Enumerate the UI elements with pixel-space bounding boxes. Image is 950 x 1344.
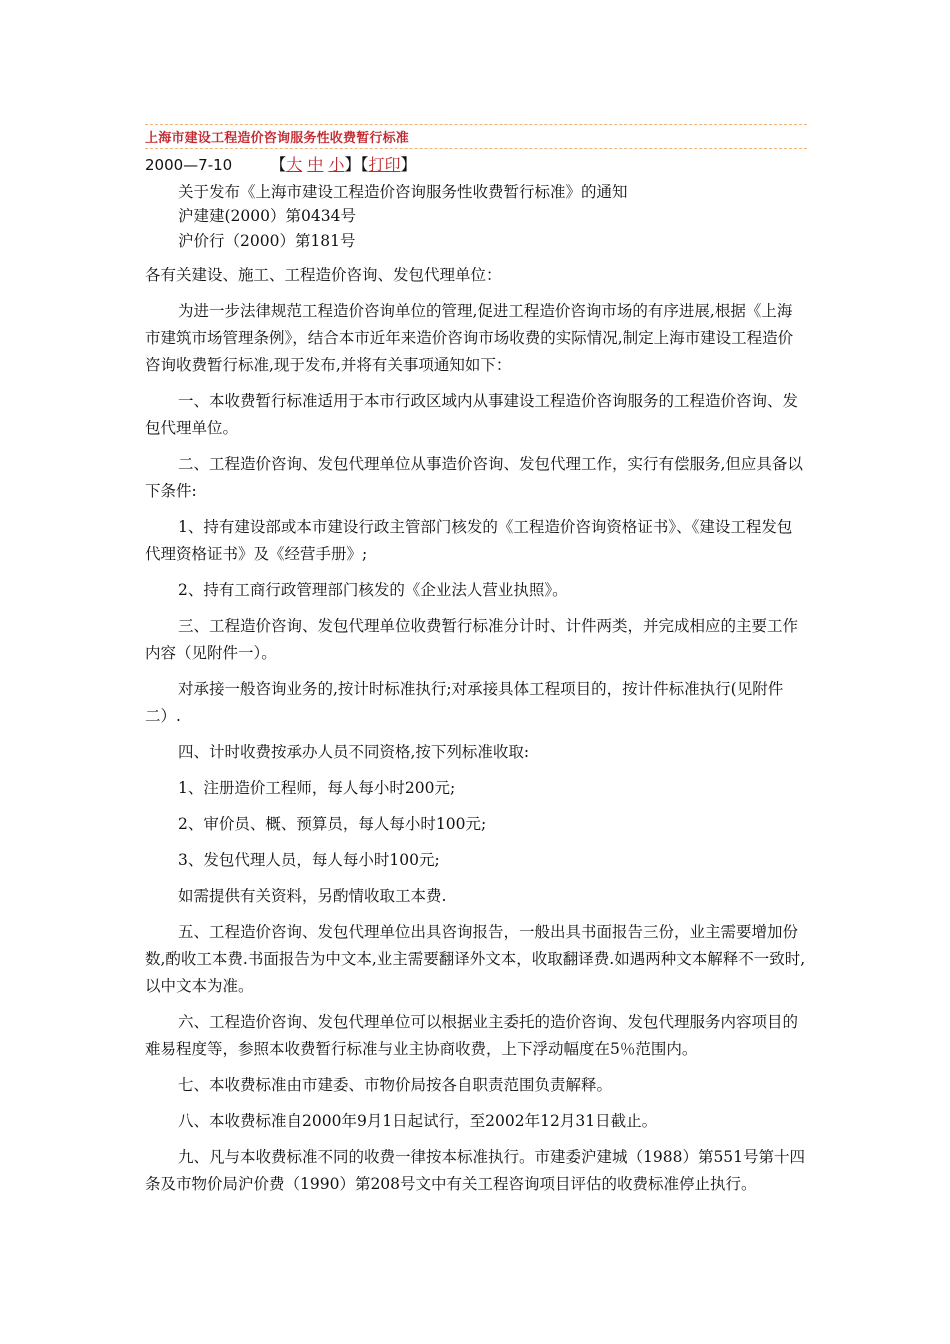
- paragraph-3-note: 对承接一般咨询业务的,按计时标准执行;对承接具体工程项目的，按计件标准执行(见附件二）.: [145, 680, 784, 725]
- paragraph-4-item-2: 2、审价员、概、预算员，每人每小时100元;: [178, 815, 487, 833]
- paragraph-intro: 为进一步法律规范工程造价咨询单位的管理,促进工程造价咨询市场的有序进展,根据《上海市建筑市场管理条例》，结合本市近年来造价咨询市场收费的实际情况,制定上海市建设工程造价咨询收费暂行标准,现于发布,并将有关事项通知如下：: [145, 302, 794, 374]
- document-number-2: 沪价行（2000）第181号: [178, 232, 356, 250]
- paragraph-5: 五、工程造价咨询、发包代理单位出具咨询报告，一般出具书面报告三份，业主需要增加份数,酌收工本费.书面报告为中文本,业主需要翻译外文本，收取翻译费.如遇两种文本解释不一致时,以中文本为准。: [145, 923, 806, 995]
- paragraph-7: 七、本收费标准由市建委、市物价局按各自职责范围负责解释。: [178, 1076, 613, 1094]
- paragraph-4-item-1: 1、注册造价工程师，每人每小时200元;: [178, 779, 456, 797]
- font-small-link[interactable]: 小: [328, 155, 345, 174]
- paragraph-6: 六、工程造价咨询、发包代理单位可以根据业主委托的造价咨询、发包代理服务内容项目的难易程度等，参照本收费暂行标准与业主协商收费，上下浮动幅度在5％范围内。: [145, 1013, 799, 1058]
- paragraph-4-item-3: 3、发包代理人员，每人每小时100元;: [178, 851, 440, 869]
- dateline: [145, 152, 417, 175]
- font-size-bracket-open: 【: [270, 155, 287, 174]
- print-bracket-close: 】: [400, 155, 417, 174]
- font-medium-link[interactable]: 中: [307, 155, 324, 174]
- article-title: 上海市建设工程造价咨询服务性收费暂行标准: [145, 131, 410, 146]
- paragraph-4-note: 如需提供有关资料，另酌情收取工本费.: [178, 887, 447, 905]
- paragraph-9: 九、凡与本收费标准不同的收费一律按本标准执行。市建委沪建城（1988）第551号第十四条及市物价局沪价费（1990）第208号文中有关工程咨询项目评估的收费标准停止执行。: [145, 1148, 806, 1193]
- print-bracket-open: 【: [360, 155, 369, 174]
- salutation: 各有关建设、施工、工程造价咨询、发包代理单位：: [145, 266, 502, 284]
- dashed-divider-bottom: [145, 148, 807, 149]
- paragraph-3: 三、工程造价咨询、发包代理单位收费暂行标准分计时、计件两类，并完成相应的主要工作内容（见附件一）。: [145, 617, 799, 662]
- paragraph-4: 四、计时收费按承办人员不同资格,按下列标准收取:: [178, 743, 530, 761]
- paragraph-2-item-1: 1、持有建设部或本市建设行政主管部门核发的《工程造价咨询资格证书》、《建设工程发包代理资格证书》及《经营手册》;: [145, 518, 793, 563]
- paragraph-2-item-2: 2、持有工商行政管理部门核发的《企业法人营业执照》。: [178, 581, 568, 599]
- publish-date: 2000—7-10: [145, 156, 233, 174]
- paragraph-1: 一、本收费暂行标准适用于本市行政区域内从事建设工程造价咨询服务的工程造价咨询、发包代理单位。: [145, 392, 799, 437]
- print-link[interactable]: 打印: [368, 155, 401, 174]
- notice-title: 关于发布《上海市建设工程造价咨询服务性收费暂行标准》的通知: [178, 183, 628, 201]
- notice-body: [145, 262, 807, 1207]
- paragraph-2: 二、工程造价咨询、发包代理单位从事造价咨询、发包代理工作，实行有偿服务,但应具备以下条件:: [145, 455, 803, 500]
- document-number-1: 沪建建(2000）第0434号: [178, 207, 356, 225]
- font-size-bracket-close: 】: [344, 155, 361, 174]
- font-large-link[interactable]: 大: [286, 155, 303, 174]
- paragraph-8: 八、本收费标准自2000年9月1日起试行，至2002年12月31日截止。: [178, 1112, 658, 1130]
- dashed-divider-top: [145, 124, 807, 125]
